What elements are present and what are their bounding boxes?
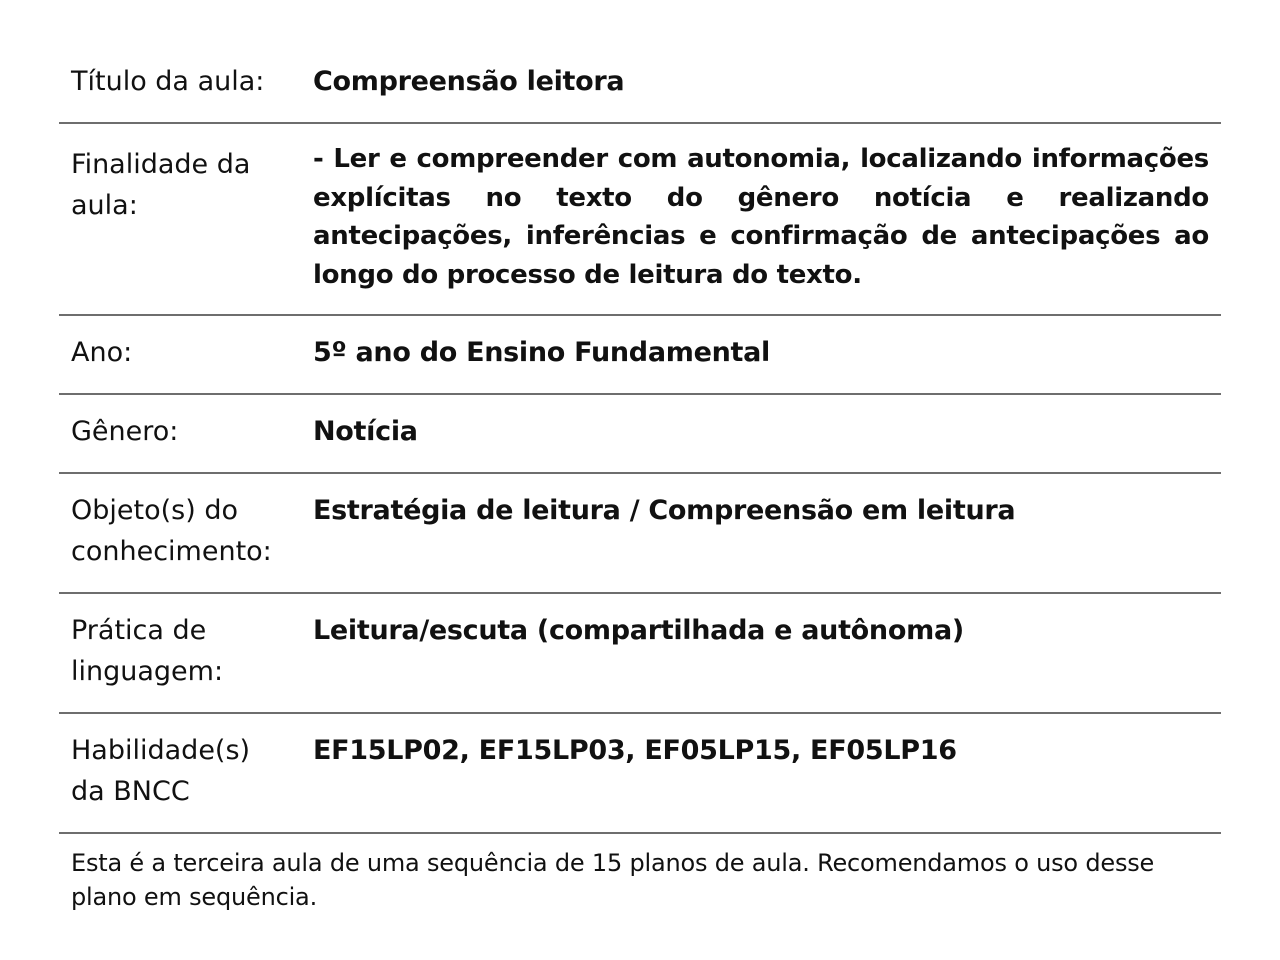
lesson-plan-page (59, 45, 1221, 934)
row-label-finalidade: Finalidade da aula: (71, 149, 251, 221)
row-value-titulo: Compreensão leitora (313, 66, 625, 97)
row-label-ano: Ano: (71, 337, 133, 368)
row-value-objeto: Estratégia de leitura / Compreensão em leitura (313, 495, 1016, 526)
table-row-titulo (59, 45, 1221, 123)
row-label-pratica: Prática de linguagem: (71, 615, 224, 687)
row-label-objeto: Objeto(s) do conhecimento: (71, 495, 272, 567)
row-value-finalidade: - Ler e compreender com autonomia, localizando informações explícitas no texto do gênero notícia e realizando antecipações, inferências e confirmação de antecipações ao longo do processo de leitura do texto. (313, 144, 1209, 290)
table-row-pratica (59, 593, 1221, 713)
table-row-habilidades (59, 713, 1221, 833)
row-value-genero: Notícia (313, 416, 418, 447)
row-label-titulo: Título da aula: (71, 66, 265, 97)
table-row-footer (59, 833, 1221, 934)
row-label-genero: Gênero: (71, 416, 179, 447)
footer-note: Esta é a terceira aula de uma sequência de 15 planos de aula. Recomendamos o uso desse plano em sequência. (71, 849, 1155, 911)
table-row-finalidade (59, 123, 1221, 315)
row-value-ano: 5º ano do Ensino Fundamental (313, 337, 770, 368)
row-value-pratica: Leitura/escuta (compartilhada e autônoma) (313, 615, 964, 646)
table-row-objeto (59, 473, 1221, 593)
row-value-habilidades: EF15LP02, EF15LP03, EF05LP15, EF05LP16 (313, 735, 957, 766)
row-label-habilidades: Habilidade(s) da BNCC (71, 735, 251, 807)
table-row-ano (59, 315, 1221, 394)
lesson-info-table (59, 45, 1221, 934)
table-row-genero (59, 394, 1221, 473)
